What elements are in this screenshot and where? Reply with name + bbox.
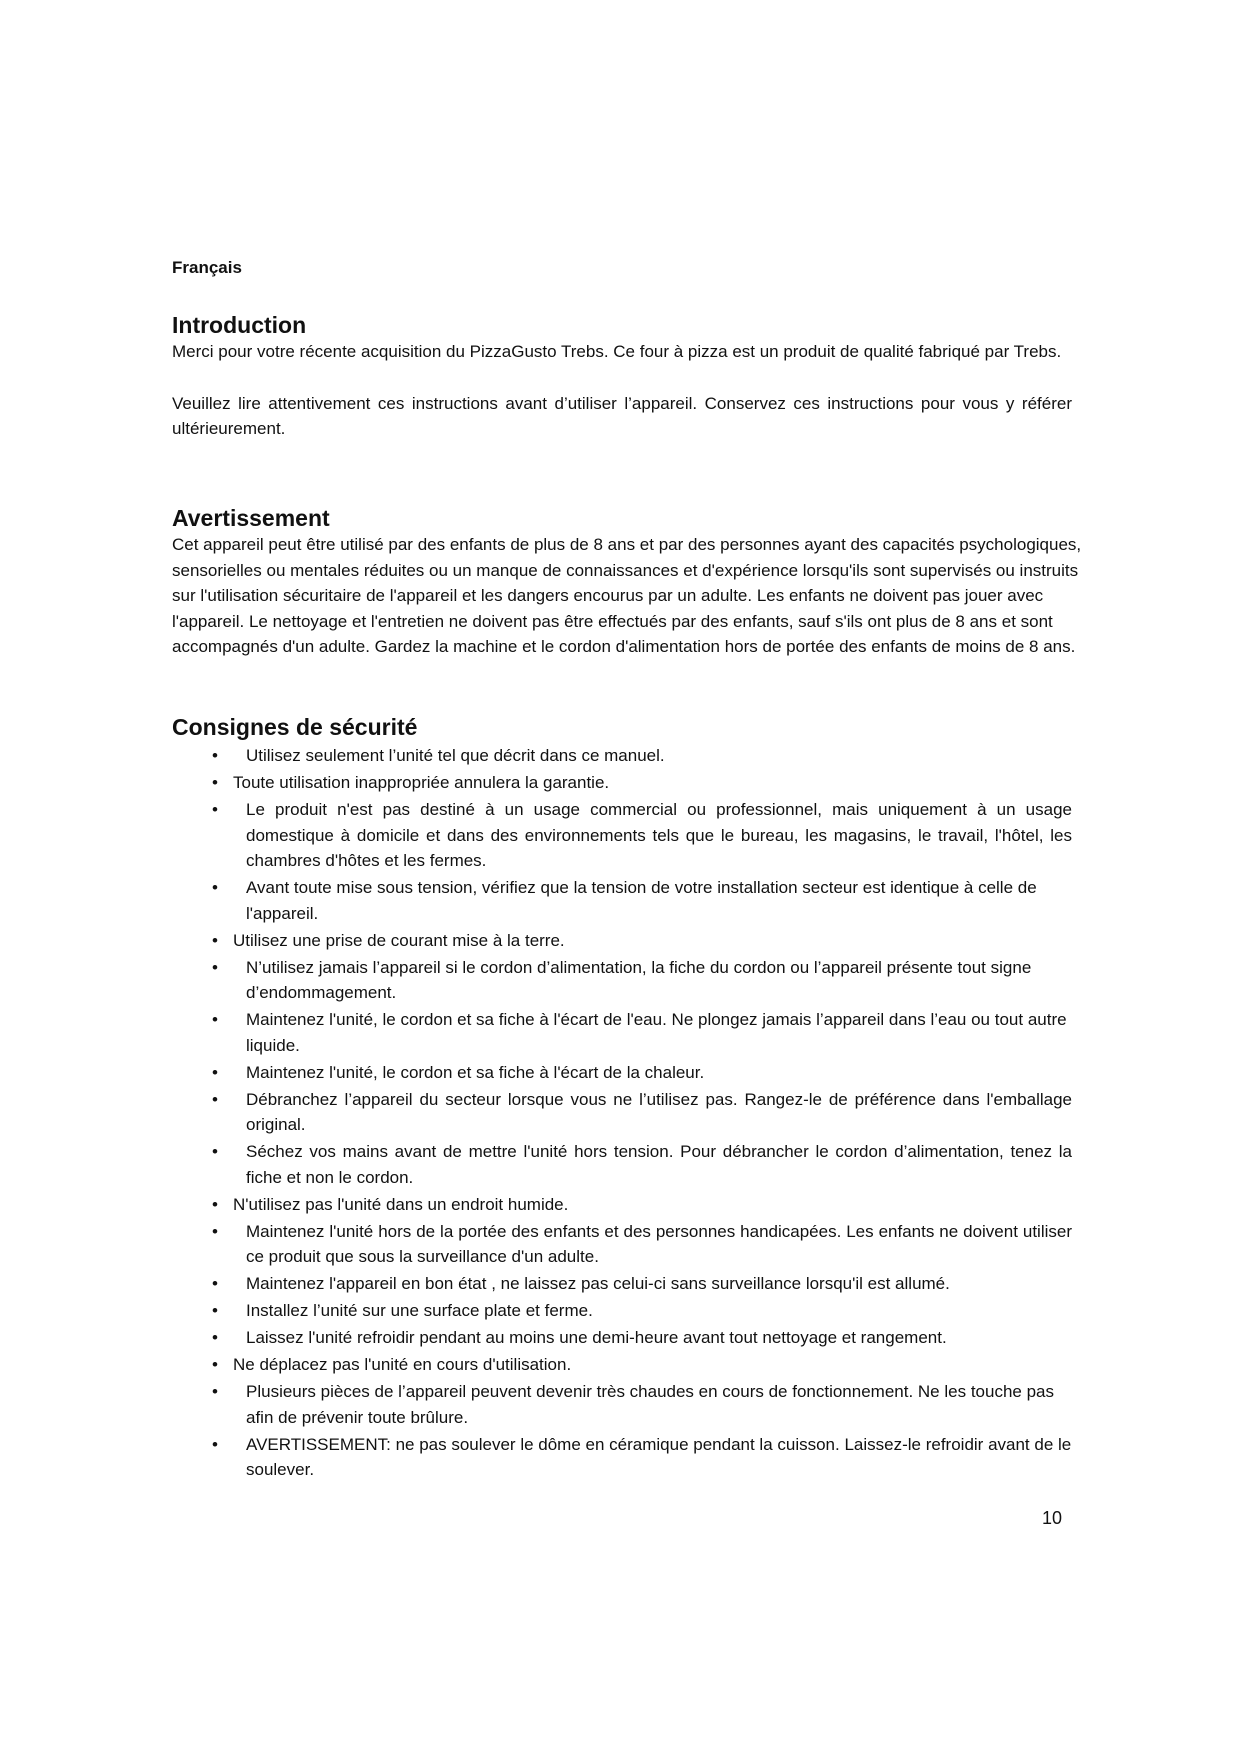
- page-number: 10: [1042, 1508, 1063, 1528]
- list-item: [172, 797, 1072, 874]
- list-item-text: Toute utilisation inappropriée annulera la garantie.: [233, 773, 610, 792]
- list-item-text: Laissez l'unité refroidir pendant au moins une demi-heure avant tout nettoyage et rangement.: [246, 1328, 947, 1347]
- bullet-icon: •: [212, 1062, 218, 1082]
- list-item-text: N’utilisez jamais l’appareil si le cordon d’alimentation, la fiche du cordon ou l’appareil présente tout signe d’endommagement.: [246, 957, 1032, 1002]
- language-label: Français: [172, 258, 242, 277]
- introduction-section: [172, 311, 1089, 442]
- list-item: [172, 1219, 1072, 1270]
- list-item: [172, 1139, 1072, 1190]
- safety-section: [172, 713, 1072, 1484]
- list-item: [172, 1087, 1072, 1138]
- list-item-text: Ne déplacez pas l'unité en cours d'utilisation.: [233, 1355, 572, 1374]
- list-item-text: Maintenez l'unité, le cordon et sa fiche à l'écart de l'eau. Ne plongez jamais l’appareil dans l’eau ou tout autre liquide.: [246, 1010, 1067, 1055]
- list-item-text: Maintenez l'unité, le cordon et sa fiche à l'écart de la chaleur.: [246, 1062, 705, 1082]
- list-item: [172, 1352, 1072, 1378]
- list-item: [172, 1432, 1072, 1483]
- warning-paragraph: Cet appareil peut être utilisé par des enfants de plus de 8 ans et par des personnes ayant des capacités psychologiques, sensorielles ou mentales réduites ou un manque de connaissances et d'expérience lorsqu'ils sont supervisés ou instruits sur l'utilisation sécuritaire de l'appareil et les dangers encourus par un adulte. Les enfants ne doivent pas jouer avec l'appareil. Le nettoyage et l'entretien ne doivent pas être effectués par des enfants, sauf s'ils ont plus de 8 ans et sont accompagnés d'un adulte. Gardez la machine et le cordon d'alimentation hors de portée des enfants de moins de 8 ans.: [172, 535, 1082, 656]
- list-item-text: N'utilisez pas l'unité dans un endroit humide.: [233, 1194, 569, 1214]
- bullet-icon: •: [212, 1142, 218, 1161]
- bullet-icon: •: [212, 930, 218, 950]
- list-item-text: Utilisez seulement l’unité tel que décrit dans ce manuel.: [246, 746, 665, 765]
- bullet-icon: •: [212, 746, 218, 765]
- list-item-text: Installez l’unité sur une surface plate et ferme.: [246, 1301, 593, 1320]
- list-item: [172, 1325, 1072, 1351]
- bullet-icon: •: [212, 1010, 218, 1029]
- bullet-icon: •: [212, 1089, 218, 1109]
- list-item: [172, 1192, 1072, 1218]
- list-item-text: Le produit n'est pas destiné à un usage commercial ou professionnel, mais uniquement à un usage domestique à domicile et dans des environnements tels que le bureau, les magasins, le travail, l'hôtel, les chambres d'hôtes et les fermes.: [246, 800, 1072, 870]
- bullet-icon: •: [212, 773, 218, 792]
- list-item: [172, 1379, 1072, 1430]
- bullet-icon: •: [212, 1328, 218, 1347]
- list-item: [172, 928, 1072, 954]
- list-item: [172, 1060, 1072, 1086]
- bullet-icon: •: [212, 1301, 218, 1320]
- list-item: [172, 875, 1072, 926]
- bullet-icon: •: [212, 1274, 218, 1293]
- list-item: [172, 955, 1072, 1006]
- list-item: [172, 1007, 1072, 1058]
- introduction-paragraph-1: Merci pour votre récente acquisition du PizzaGusto Trebs. Ce four à pizza est un produit de qualité fabriqué par Trebs.: [172, 342, 1062, 361]
- bullet-icon: •: [212, 1434, 218, 1454]
- list-item: [172, 743, 1072, 769]
- list-item: [172, 1298, 1072, 1324]
- bullet-icon: •: [212, 1382, 218, 1401]
- warning-heading: Avertissement: [172, 505, 330, 531]
- bullet-icon: •: [212, 1355, 218, 1374]
- bullet-icon: •: [212, 800, 218, 819]
- bullet-icon: •: [212, 1221, 218, 1241]
- introduction-paragraph-2: Veuillez lire attentivement ces instructions avant d’utiliser l’appareil. Conservez ces instructions pour vous y référer ultérieurement.: [172, 393, 1072, 438]
- safety-list: [172, 743, 1072, 1483]
- list-item: [172, 1271, 1072, 1297]
- bullet-icon: •: [212, 957, 218, 977]
- bullet-icon: •: [212, 878, 218, 897]
- list-item-text: Avant toute mise sous tension, vérifiez que la tension de votre installation secteur est identique à celle de l'appareil.: [246, 878, 1037, 923]
- bullet-icon: •: [212, 1194, 218, 1214]
- list-item: [172, 770, 1072, 796]
- list-item-text: AVERTISSEMENT: ne pas soulever le dôme en céramique pendant la cuisson. Laissez-le refroidir avant de le soulever.: [246, 1434, 1072, 1479]
- safety-heading: Consignes de sécurité: [172, 714, 418, 740]
- list-item-text: Maintenez l'unité hors de la portée des enfants et des personnes handicapées. Les enfants ne doivent utiliser ce produit que sous la surveillance d'un adulte.: [246, 1221, 1072, 1266]
- introduction-heading: Introduction: [172, 312, 307, 338]
- list-item-text: Utilisez une prise de courant mise à la terre.: [233, 930, 565, 950]
- list-item-text: Plusieurs pièces de l’appareil peuvent devenir très chaudes en cours de fonctionnement. Ne les touche pas afin de prévenir toute brûlure.: [246, 1382, 1054, 1427]
- list-item-text: Débranchez l’appareil du secteur lorsque vous ne l’utilisez pas. Rangez-le de préférence dans l'emballage original.: [246, 1089, 1072, 1134]
- warning-section: [172, 504, 1082, 660]
- list-item-text: Séchez vos mains avant de mettre l'unité hors tension. Pour débrancher le cordon d’alimentation, tenez la fiche et non le cordon.: [246, 1142, 1072, 1187]
- list-item-text: Maintenez l'appareil en bon état , ne laissez pas celui-ci sans surveillance lorsqu'il est allumé.: [246, 1274, 950, 1293]
